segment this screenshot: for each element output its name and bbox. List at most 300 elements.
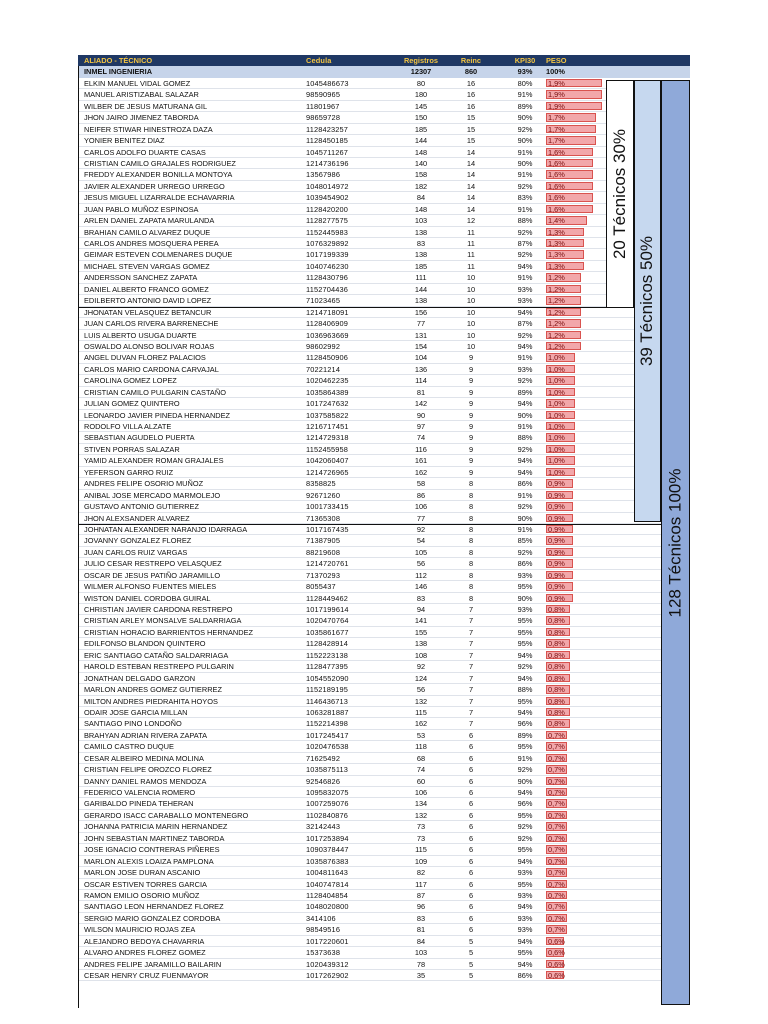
cell-name[interactable]: JUAN CARLOS RUIZ VARGAS bbox=[84, 547, 188, 557]
cell-peso[interactable] bbox=[546, 455, 604, 465]
cell-reinc[interactable]: 10 bbox=[466, 284, 476, 294]
cell-kpi[interactable]: 90% bbox=[517, 113, 533, 123]
cell-name[interactable]: LEONARDO JAVIER PINEDA HERNANDEZ bbox=[84, 410, 231, 420]
cell-cedula[interactable]: 1040747814 bbox=[306, 879, 349, 889]
cell-peso[interactable] bbox=[546, 330, 604, 340]
cell-name[interactable]: ANIBAL JOSE MERCADO MARMOLEJO bbox=[84, 490, 221, 500]
cell-reinc[interactable]: 8 bbox=[468, 490, 474, 500]
cell-kpi[interactable]: 92% bbox=[517, 833, 533, 843]
cell-cedula[interactable]: 1128450185 bbox=[306, 136, 349, 146]
cell-registros[interactable]: 138 bbox=[414, 296, 428, 306]
cell-kpi[interactable]: 89% bbox=[517, 387, 533, 397]
cell-kpi[interactable]: 83% bbox=[517, 193, 533, 203]
cell-peso[interactable] bbox=[546, 696, 604, 706]
cell-registros[interactable]: 118 bbox=[415, 742, 427, 752]
cell-registros[interactable]: 132 bbox=[414, 696, 428, 706]
cell-name[interactable]: ALVARO ANDRES FLOREZ GOMEZ bbox=[84, 948, 206, 958]
cell-cedula[interactable]: 1035876383 bbox=[306, 856, 349, 866]
cell-peso[interactable] bbox=[546, 432, 604, 442]
cell-cedula[interactable]: 1020476538 bbox=[306, 742, 349, 752]
cell-kpi[interactable]: 94% bbox=[517, 341, 533, 351]
cell-registros[interactable]: 134 bbox=[414, 799, 428, 809]
cell-kpi[interactable]: 95% bbox=[517, 810, 533, 820]
cell-peso[interactable] bbox=[546, 238, 604, 248]
cell-reinc[interactable]: 9 bbox=[468, 422, 474, 431]
cell-reinc[interactable]: 9 bbox=[468, 399, 474, 409]
cell-name[interactable]: CRISTIAN FELIPE OROZCO FLOREZ bbox=[84, 765, 212, 775]
cell-kpi[interactable]: 91% bbox=[517, 90, 533, 100]
cell-name[interactable]: BRAHYAN ADRIAN RIVERA ZAPATA bbox=[84, 730, 208, 740]
cell-cedula[interactable]: 70221214 bbox=[306, 364, 341, 374]
cell-cedula[interactable]: 1045711267 bbox=[306, 147, 349, 157]
cell-peso[interactable] bbox=[546, 947, 604, 957]
cell-peso[interactable] bbox=[546, 581, 604, 591]
cell-cedula[interactable]: 1042060407 bbox=[306, 456, 349, 466]
cell-reinc[interactable]: 7 bbox=[468, 605, 474, 614]
cell-reinc[interactable]: 8 bbox=[468, 570, 474, 580]
cell-name[interactable]: HAROLD ESTEBAN RESTREPO PULGARIN bbox=[84, 662, 234, 672]
cell-peso[interactable] bbox=[546, 421, 604, 431]
cell-name[interactable]: SANTIAGO PINO LONDOÑO bbox=[84, 719, 182, 729]
cell-reinc[interactable]: 16 bbox=[466, 78, 476, 88]
cell-cedula[interactable]: 1152704436 bbox=[306, 284, 349, 294]
cell-name[interactable]: WILSON MAURICIO ROJAS ZEA bbox=[84, 925, 196, 935]
cell-peso[interactable] bbox=[546, 844, 604, 854]
cell-cedula[interactable]: 1017220601 bbox=[306, 936, 349, 946]
cell-name[interactable]: JESUS MIGUEL LIZARRALDE ECHAVARRIA bbox=[84, 193, 235, 203]
cell-kpi[interactable]: 95% bbox=[517, 696, 533, 706]
cell-cedula[interactable]: 1095832075 bbox=[306, 788, 349, 797]
cell-cedula[interactable]: 1035864389 bbox=[306, 387, 349, 397]
header-registros[interactable]: Registros bbox=[403, 56, 439, 65]
cell-kpi[interactable]: 94% bbox=[517, 856, 533, 866]
cell-kpi[interactable]: 91% bbox=[517, 422, 533, 431]
cell-peso[interactable] bbox=[546, 181, 604, 191]
cell-kpi[interactable]: 90% bbox=[517, 136, 533, 146]
cell-kpi[interactable]: 88% bbox=[517, 216, 533, 226]
cell-cedula[interactable]: 1017247632 bbox=[306, 399, 349, 409]
cell-cedula[interactable]: 1216717451 bbox=[306, 422, 349, 431]
cell-kpi[interactable]: 94% bbox=[517, 399, 533, 409]
cell-name[interactable]: MARLON ALEXIS LOAIZA PAMPLONA bbox=[84, 856, 214, 866]
cell-cedula[interactable]: 1020462235 bbox=[306, 376, 349, 386]
cell-reinc[interactable]: 8 bbox=[468, 593, 474, 603]
cell-name[interactable]: MILTON ANDRES PIEDRAHITA HOYOS bbox=[84, 696, 218, 706]
cell-cedula[interactable]: 71370293 bbox=[306, 570, 341, 580]
cell-name[interactable]: ARLEN DANIEL ZAPATA MARULANDA bbox=[84, 216, 215, 226]
cell-peso[interactable] bbox=[546, 398, 604, 408]
cell-kpi[interactable]: 94% bbox=[517, 959, 533, 969]
cell-cedula[interactable]: 71387905 bbox=[306, 536, 341, 546]
header-kpi[interactable]: KPI30 bbox=[514, 56, 536, 65]
cell-kpi[interactable]: 88% bbox=[517, 685, 533, 695]
cell-name[interactable]: LUIS ALBERTO USUGA DUARTE bbox=[84, 330, 197, 340]
summary-peso[interactable]: 100% bbox=[546, 67, 565, 77]
cell-kpi[interactable]: 91% bbox=[517, 753, 533, 763]
cell-reinc[interactable]: 10 bbox=[466, 341, 476, 351]
cell-cedula[interactable]: 1128423257 bbox=[306, 124, 349, 134]
cell-kpi[interactable]: 94% bbox=[517, 650, 533, 660]
header-peso[interactable]: PESO bbox=[546, 56, 567, 65]
cell-reinc[interactable]: 14 bbox=[466, 158, 476, 168]
cell-registros[interactable]: 58 bbox=[416, 479, 426, 489]
cell-name[interactable]: DANNY DANIEL RAMOS MENDOZA bbox=[84, 776, 207, 786]
cell-name[interactable]: JUAN PABLO MUÑOZ ESPINOSA bbox=[84, 204, 199, 214]
cell-kpi[interactable]: 90% bbox=[517, 410, 533, 420]
cell-peso[interactable] bbox=[546, 158, 604, 168]
cell-cedula[interactable]: 1090378447 bbox=[306, 845, 349, 855]
cell-kpi[interactable]: 80% bbox=[517, 78, 533, 88]
cell-registros[interactable]: 68 bbox=[416, 753, 426, 763]
cell-registros[interactable]: 185 bbox=[414, 261, 428, 271]
cell-name[interactable]: RAMON EMILIO OSORIO MUÑOZ bbox=[84, 890, 200, 900]
cell-peso[interactable] bbox=[546, 821, 604, 831]
cell-peso[interactable] bbox=[546, 879, 604, 889]
cell-reinc[interactable]: 6 bbox=[468, 776, 474, 786]
cell-name[interactable]: CRISTIAN HORACIO BARRIENTOS HERNANDEZ bbox=[84, 627, 254, 637]
cell-cedula[interactable]: 1214729318 bbox=[306, 433, 349, 443]
cell-kpi[interactable]: 90% bbox=[517, 776, 533, 786]
cell-cedula[interactable]: 13567986 bbox=[306, 170, 341, 180]
cell-registros[interactable]: 124 bbox=[414, 673, 428, 683]
cell-registros[interactable]: 103 bbox=[414, 216, 428, 226]
cell-cedula[interactable]: 1152455958 bbox=[306, 444, 349, 454]
cell-peso[interactable] bbox=[546, 741, 604, 751]
cell-kpi[interactable]: 90% bbox=[517, 513, 533, 523]
cell-peso[interactable] bbox=[546, 352, 604, 362]
cell-reinc[interactable]: 8 bbox=[468, 536, 474, 546]
cell-kpi[interactable]: 86% bbox=[517, 559, 533, 569]
cell-kpi[interactable]: 91% bbox=[517, 524, 533, 534]
cell-peso[interactable] bbox=[546, 615, 604, 625]
cell-name[interactable]: MANUEL ARISTIZABAL SALAZAR bbox=[84, 90, 199, 100]
cell-peso[interactable] bbox=[546, 535, 604, 545]
cell-reinc[interactable]: 6 bbox=[468, 856, 474, 866]
cell-name[interactable]: ANDRES FELIPE OSORIO MUÑOZ bbox=[84, 479, 204, 489]
cell-cedula[interactable]: 1048014972 bbox=[306, 181, 349, 191]
cell-kpi[interactable]: 86% bbox=[517, 971, 533, 980]
cell-reinc[interactable]: 9 bbox=[468, 433, 474, 443]
cell-reinc[interactable]: 15 bbox=[466, 113, 476, 123]
cell-registros[interactable]: 150 bbox=[414, 113, 428, 123]
cell-peso[interactable] bbox=[546, 650, 604, 660]
cell-name[interactable]: JOHN SEBASTIAN MARTINEZ TABORDA bbox=[84, 833, 225, 843]
cell-registros[interactable]: 158 bbox=[414, 170, 428, 180]
cell-reinc[interactable]: 8 bbox=[468, 547, 474, 557]
cell-kpi[interactable]: 89% bbox=[517, 101, 533, 111]
cell-registros[interactable]: 86 bbox=[416, 490, 426, 500]
cell-registros[interactable]: 83 bbox=[416, 239, 426, 248]
cell-kpi[interactable]: 95% bbox=[517, 948, 533, 958]
cell-peso[interactable] bbox=[546, 913, 604, 923]
cell-reinc[interactable]: 14 bbox=[466, 170, 476, 180]
cell-name[interactable]: ANDRES FELIPE JARAMILLO BAILARIN bbox=[84, 959, 222, 969]
cell-name[interactable]: SANTIAGO LEON HERNANDEZ FLOREZ bbox=[84, 902, 224, 912]
cell-cedula[interactable]: 11801967 bbox=[306, 101, 340, 111]
cell-name[interactable]: CARLOS ADOLFO DUARTE CASAS bbox=[84, 147, 206, 157]
cell-cedula[interactable]: 1054552090 bbox=[306, 673, 349, 683]
cell-kpi[interactable]: 95% bbox=[517, 582, 533, 592]
cell-reinc[interactable]: 9 bbox=[468, 364, 474, 374]
cell-registros[interactable]: 94 bbox=[416, 605, 426, 614]
cell-name[interactable]: JULIO CESAR RESTREPO VELASQUEZ bbox=[84, 559, 222, 569]
cell-reinc[interactable]: 6 bbox=[468, 833, 474, 843]
cell-name[interactable]: CESAR ALBEIRO MEDINA MOLINA bbox=[84, 753, 204, 763]
cell-cedula[interactable]: 1128477395 bbox=[306, 662, 349, 672]
cell-registros[interactable]: 148 bbox=[414, 204, 428, 214]
cell-reinc[interactable]: 6 bbox=[468, 890, 474, 900]
cell-cedula[interactable]: 1214718091 bbox=[306, 307, 349, 317]
cell-reinc[interactable]: 15 bbox=[466, 124, 476, 134]
cell-name[interactable]: ANDERSSON SANCHEZ ZAPATA bbox=[84, 273, 198, 283]
cell-name[interactable]: ALEJANDRO BEDOYA CHAVARRIA bbox=[84, 936, 205, 946]
cell-name[interactable]: JHON ALEXSANDER ALVAREZ bbox=[84, 513, 190, 523]
cell-kpi[interactable]: 92% bbox=[517, 227, 533, 237]
cell-registros[interactable]: 132 bbox=[414, 810, 428, 820]
cell-registros[interactable]: 111 bbox=[415, 273, 427, 283]
cell-cedula[interactable]: 1035861677 bbox=[306, 627, 349, 637]
cell-peso[interactable] bbox=[546, 501, 604, 511]
cell-registros[interactable]: 106 bbox=[414, 502, 428, 512]
cell-peso[interactable] bbox=[546, 272, 604, 282]
cell-registros[interactable]: 87 bbox=[416, 890, 426, 900]
cell-cedula[interactable]: 71023465 bbox=[306, 296, 341, 306]
cell-peso[interactable] bbox=[546, 341, 604, 351]
cell-registros[interactable]: 103 bbox=[414, 948, 428, 958]
cell-reinc[interactable]: 8 bbox=[468, 582, 474, 592]
cell-cedula[interactable]: 32142443 bbox=[306, 822, 341, 832]
cell-reinc[interactable]: 9 bbox=[468, 353, 474, 363]
cell-peso[interactable] bbox=[546, 227, 604, 237]
cell-cedula[interactable]: 1102840876 bbox=[306, 810, 349, 820]
cell-name[interactable]: ANGEL DUVAN FLOREZ PALACIOS bbox=[84, 353, 206, 363]
cell-peso[interactable] bbox=[546, 638, 604, 648]
cell-reinc[interactable]: 10 bbox=[466, 273, 476, 283]
cell-cedula[interactable]: 98659728 bbox=[306, 113, 341, 123]
cell-registros[interactable]: 144 bbox=[414, 284, 428, 294]
cell-registros[interactable]: 144 bbox=[414, 136, 428, 146]
cell-registros[interactable]: 92 bbox=[416, 662, 426, 672]
cell-reinc[interactable]: 8 bbox=[468, 524, 474, 534]
cell-reinc[interactable]: 8 bbox=[468, 513, 474, 523]
cell-reinc[interactable]: 6 bbox=[468, 868, 474, 878]
cell-peso[interactable] bbox=[546, 101, 604, 111]
cell-kpi[interactable]: 93% bbox=[517, 890, 533, 900]
cell-reinc[interactable]: 11 bbox=[467, 261, 475, 271]
cell-kpi[interactable]: 92% bbox=[517, 547, 533, 557]
cell-kpi[interactable]: 91% bbox=[517, 273, 533, 283]
cell-peso[interactable] bbox=[546, 718, 604, 728]
cell-reinc[interactable]: 6 bbox=[468, 925, 474, 935]
cell-kpi[interactable]: 95% bbox=[517, 742, 533, 752]
cell-peso[interactable] bbox=[546, 604, 604, 614]
cell-cedula[interactable]: 1128428914 bbox=[306, 639, 349, 649]
cell-cedula[interactable]: 8358825 bbox=[306, 479, 336, 489]
cell-kpi[interactable]: 91% bbox=[517, 204, 533, 214]
cell-registros[interactable]: 73 bbox=[416, 833, 426, 843]
cell-registros[interactable]: 140 bbox=[414, 158, 428, 168]
cell-name[interactable]: EDILBERTO ANTONIO DAVID LOPEZ bbox=[84, 296, 212, 306]
cell-registros[interactable]: 83 bbox=[416, 913, 426, 923]
cell-registros[interactable]: 82 bbox=[416, 868, 426, 878]
cell-peso[interactable] bbox=[546, 833, 604, 843]
cell-registros[interactable]: 60 bbox=[416, 776, 426, 786]
cell-cedula[interactable]: 1039454902 bbox=[306, 193, 349, 203]
cell-kpi[interactable]: 93% bbox=[517, 364, 533, 374]
cell-registros[interactable]: 185 bbox=[414, 124, 428, 134]
cell-kpi[interactable]: 92% bbox=[517, 376, 533, 386]
cell-reinc[interactable]: 5 bbox=[468, 948, 474, 958]
cell-kpi[interactable]: 90% bbox=[517, 158, 533, 168]
cell-peso[interactable] bbox=[546, 112, 604, 122]
cell-name[interactable]: OSCAR ESTIVEN TORRES GARCIA bbox=[84, 879, 207, 889]
cell-cedula[interactable]: 1020439312 bbox=[306, 959, 349, 969]
header-name[interactable]: ALIADO - TÉCNICO bbox=[84, 56, 153, 65]
cell-cedula[interactable]: 1007259076 bbox=[306, 799, 349, 809]
cell-kpi[interactable]: 89% bbox=[517, 730, 533, 740]
cell-cedula[interactable]: 15373638 bbox=[306, 948, 341, 958]
header-reinc[interactable]: Reinc bbox=[460, 56, 482, 65]
cell-kpi[interactable]: 87% bbox=[517, 319, 533, 329]
cell-peso[interactable] bbox=[546, 478, 604, 488]
cell-reinc[interactable]: 7 bbox=[468, 650, 474, 660]
cell-registros[interactable]: 138 bbox=[414, 227, 428, 237]
cell-reinc[interactable]: 10 bbox=[466, 307, 476, 317]
cell-reinc[interactable]: 6 bbox=[468, 822, 474, 832]
cell-kpi[interactable]: 87% bbox=[517, 239, 533, 248]
cell-name[interactable]: YEFERSON GARRO RUIZ bbox=[84, 467, 174, 477]
cell-reinc[interactable]: 11 bbox=[467, 250, 475, 260]
cell-name[interactable]: CRISTIAN CAMILO PULGARIN CASTAÑO bbox=[84, 387, 226, 397]
cell-name[interactable]: WILBER DE JESUS MATURANA GIL bbox=[84, 101, 208, 111]
cell-peso[interactable] bbox=[546, 295, 604, 305]
cell-reinc[interactable]: 11 bbox=[467, 239, 475, 248]
cell-reinc[interactable]: 7 bbox=[468, 627, 474, 637]
cell-peso[interactable] bbox=[546, 936, 604, 946]
cell-cedula[interactable]: 1146436713 bbox=[306, 696, 349, 706]
cell-name[interactable]: CAMILO CASTRO DUQUE bbox=[84, 742, 174, 752]
cell-cedula[interactable]: 1036963669 bbox=[306, 330, 349, 340]
cell-cedula[interactable]: 1214726965 bbox=[306, 467, 349, 477]
cell-name[interactable]: ODAIR JOSE GARCIA MILLAN bbox=[84, 707, 188, 717]
cell-name[interactable]: GUSTAVO ANTONIO GUTIERREZ bbox=[84, 502, 199, 512]
cell-reinc[interactable]: 5 bbox=[468, 959, 474, 969]
cell-kpi[interactable]: 96% bbox=[517, 799, 533, 809]
cell-cedula[interactable]: 8055437 bbox=[306, 582, 336, 592]
cell-cedula[interactable]: 1020470764 bbox=[306, 616, 349, 626]
cell-reinc[interactable]: 8 bbox=[468, 559, 474, 569]
cell-registros[interactable]: 56 bbox=[416, 559, 426, 569]
cell-peso[interactable] bbox=[546, 135, 604, 145]
cell-name[interactable]: JOHANNA PATRICIA MARIN HERNANDEZ bbox=[84, 822, 228, 832]
cell-peso[interactable] bbox=[546, 169, 604, 179]
cell-kpi[interactable]: 94% bbox=[517, 456, 533, 466]
cell-kpi[interactable]: 95% bbox=[517, 616, 533, 626]
cell-kpi[interactable]: 94% bbox=[517, 788, 533, 797]
cell-cedula[interactable]: 1128406909 bbox=[306, 319, 349, 329]
cell-reinc[interactable]: 16 bbox=[466, 90, 476, 100]
cell-registros[interactable]: 81 bbox=[416, 925, 426, 935]
cell-cedula[interactable]: 1017167435 bbox=[306, 524, 349, 534]
cell-peso[interactable] bbox=[546, 627, 604, 637]
cell-registros[interactable]: 97 bbox=[416, 422, 426, 431]
cell-registros[interactable]: 138 bbox=[414, 250, 428, 260]
cell-peso[interactable] bbox=[546, 970, 604, 980]
cell-name[interactable]: RODOLFO VILLA ALZATE bbox=[84, 422, 172, 431]
cell-reinc[interactable]: 7 bbox=[468, 696, 474, 706]
cell-registros[interactable]: 73 bbox=[416, 822, 426, 832]
cell-cedula[interactable]: 1152223138 bbox=[306, 650, 349, 660]
cell-registros[interactable]: 109 bbox=[414, 856, 428, 866]
cell-cedula[interactable]: 1128404854 bbox=[306, 890, 349, 900]
cell-peso[interactable] bbox=[546, 375, 604, 385]
cell-reinc[interactable]: 10 bbox=[466, 330, 476, 340]
cell-registros[interactable]: 162 bbox=[414, 719, 428, 729]
cell-cedula[interactable]: 1128277575 bbox=[306, 216, 349, 226]
cell-kpi[interactable]: 91% bbox=[517, 353, 533, 363]
cell-name[interactable]: SEBASTIAN AGUDELO PUERTA bbox=[84, 433, 195, 443]
cell-peso[interactable] bbox=[546, 924, 604, 934]
cell-name[interactable]: JOHNATAN ALEXANDER NARANJO IDARRAGA bbox=[84, 524, 248, 534]
cell-name[interactable]: CRISTIAN CAMILO GRAJALES RODRIGUEZ bbox=[84, 158, 236, 168]
cell-kpi[interactable]: 92% bbox=[517, 502, 533, 512]
cell-kpi[interactable]: 92% bbox=[517, 250, 533, 260]
cell-peso[interactable] bbox=[546, 410, 604, 420]
cell-peso[interactable] bbox=[546, 78, 604, 88]
cell-registros[interactable]: 145 bbox=[414, 101, 428, 111]
cell-name[interactable]: MICHAEL STEVEN VARGAS GOMEZ bbox=[84, 261, 210, 271]
cell-name[interactable]: JHONATAN VELASQUEZ BETANCUR bbox=[84, 307, 212, 317]
cell-reinc[interactable]: 7 bbox=[468, 662, 474, 672]
cell-name[interactable]: JAVIER ALEXANDER URREGO URREGO bbox=[84, 181, 225, 191]
cell-kpi[interactable]: 94% bbox=[517, 936, 533, 946]
cell-peso[interactable] bbox=[546, 959, 604, 969]
cell-registros[interactable]: 162 bbox=[414, 467, 428, 477]
cell-reinc[interactable]: 10 bbox=[466, 296, 476, 306]
cell-name[interactable]: STIVEN PORRAS SALAZAR bbox=[84, 444, 180, 454]
cell-cedula[interactable]: 1017199339 bbox=[306, 250, 349, 260]
cell-peso[interactable] bbox=[546, 215, 604, 225]
cell-kpi[interactable]: 94% bbox=[517, 261, 533, 271]
cell-reinc[interactable]: 6 bbox=[468, 845, 474, 855]
cell-name[interactable]: YONIER BENITEZ DIAZ bbox=[84, 136, 165, 146]
cell-kpi[interactable]: 94% bbox=[517, 467, 533, 477]
cell-reinc[interactable]: 7 bbox=[468, 673, 474, 683]
cell-reinc[interactable]: 7 bbox=[468, 685, 474, 695]
cell-reinc[interactable]: 8 bbox=[468, 479, 474, 489]
cell-reinc[interactable]: 6 bbox=[468, 765, 474, 775]
cell-registros[interactable]: 141 bbox=[414, 616, 428, 626]
cell-name[interactable]: ERIC SANTIAGO CATAÑO SALDARRIAGA bbox=[84, 650, 229, 660]
cell-registros[interactable]: 84 bbox=[416, 193, 426, 203]
cell-registros[interactable]: 84 bbox=[416, 936, 426, 946]
cell-cedula[interactable]: 1037585822 bbox=[306, 410, 349, 420]
cell-registros[interactable]: 56 bbox=[416, 685, 426, 695]
cell-cedula[interactable]: 98602992 bbox=[306, 341, 341, 351]
cell-name[interactable]: DANIEL ALBERTO FRANCO GOMEZ bbox=[84, 284, 209, 294]
cell-peso[interactable] bbox=[546, 192, 604, 202]
cell-cedula[interactable]: 92671260 bbox=[306, 490, 341, 500]
cell-peso[interactable] bbox=[546, 124, 604, 134]
cell-name[interactable]: CARLOS ANDRES MOSQUERA PEREA bbox=[84, 239, 219, 248]
cell-name[interactable]: JULIAN GOMEZ QUINTERO bbox=[84, 399, 180, 409]
cell-peso[interactable] bbox=[546, 798, 604, 808]
cell-kpi[interactable]: 93% bbox=[517, 925, 533, 935]
cell-name[interactable]: CESAR HENRY CRUZ FUENMAYOR bbox=[84, 971, 209, 980]
cell-kpi[interactable]: 93% bbox=[517, 605, 533, 614]
cell-peso[interactable] bbox=[546, 513, 604, 523]
cell-peso[interactable] bbox=[546, 490, 604, 500]
